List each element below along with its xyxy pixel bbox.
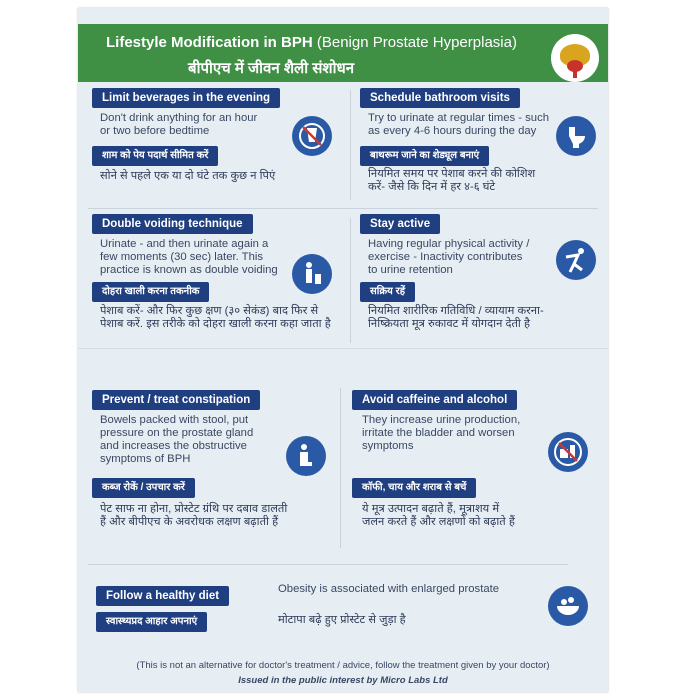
diet-text: Obesity is associated with enlarged prostate <box>278 583 500 595</box>
section-title-bathroom-hindi: बाथरूम जाने का शेड्यूल बनाएं <box>360 146 489 166</box>
section-title-active: Stay active <box>360 214 440 234</box>
section-title-beverages-hindi: शाम को पेय पदार्थ सीमित करें <box>92 146 218 166</box>
prostate-logo-icon <box>551 34 599 82</box>
section-title-voiding-hindi: दोहरा खाली करना तकनीक <box>92 282 209 302</box>
active-hindi-text: नियमित शारीरिक गतिविधि / व्यायाम करना- निष्क्रियता मूत्र रुकावट में योगदान देती है <box>368 305 544 330</box>
food-bowl-icon <box>548 586 588 626</box>
section-title-diet: Follow a healthy diet <box>96 586 229 606</box>
no-caffeine-alcohol-icon <box>548 432 588 472</box>
exercise-icon <box>556 240 596 280</box>
beverages-text: Don't drink anything for an hour or two before bedtime <box>100 112 258 137</box>
section-title-constipation: Prevent / treat constipation <box>92 390 260 410</box>
info-card <box>78 8 608 692</box>
constipation-hindi-text: पेट साफ ना होना, प्रोस्टेट ग्रंथि पर दबाव डालती हैं और बीपीएच के अवरोधक लक्षण बढ़ाती हैं <box>100 503 288 528</box>
section-title-voiding: Double voiding technique <box>92 214 253 234</box>
bathroom-hindi-text: नियमित समय पर पेशाब करने की कोशिश करें- जैसे कि दिन में हर ४-६ घंटे <box>368 168 536 193</box>
section-title-caffeine: Avoid caffeine and alcohol <box>352 390 517 410</box>
divider <box>350 218 351 343</box>
issued-by: Issued in the public interest by Micro Labs Ltd <box>238 675 448 686</box>
fold-line <box>78 348 608 349</box>
toilet-icon <box>556 116 596 156</box>
page-title-hindi: बीपीएच में जीवन शैली संशोधन <box>188 60 355 77</box>
disclaimer: (This is not an alternative for doctor's treatment / advice, follow the treatment given by your doctor) <box>136 660 550 671</box>
divider <box>340 388 341 548</box>
constipation-text: Bowels packed with stool, put pressure on the prostate gland and increases the obstructive symptoms of BPH <box>100 414 254 465</box>
caffeine-hindi-text: ये मूत्र उत्पादन बढ़ाते हैं, मूत्राशय में जलन करते हैं और लक्षणों को बढ़ाते हैं <box>362 503 515 528</box>
toilet-sitting-icon <box>286 436 326 476</box>
divider <box>88 564 568 565</box>
active-text: Having regular physical activity / exercise - Inactivity contributes to urine retention <box>368 238 530 276</box>
section-title-beverages: Limit beverages in the evening <box>92 88 280 108</box>
voiding-hindi-text: पेशाब करें- और फिर कुछ क्षण (३० सेकंड) बाद फिर से पेशाब करें. इस तरीके को दोहरा खाली करना कहा जाता है <box>100 305 331 330</box>
urinating-person-icon <box>292 254 332 294</box>
divider <box>350 90 351 200</box>
page-title: Lifestyle Modification in BPH (Benign Prostate Hyperplasia) <box>106 34 517 51</box>
beverages-hindi-text: सोने से पहले एक या दो घंटे तक कुछ न पिएं <box>100 170 276 182</box>
title-banner <box>78 24 608 82</box>
bathroom-text: Try to urinate at regular times - such as every 4-6 hours during the day <box>368 112 550 137</box>
diet-hindi-text: मोटापा बढ़े हुए प्रोस्टेट से जुड़ा है <box>278 614 406 626</box>
voiding-text: Urinate - and then urinate again a few moments (30 sec) later. This practice is known as double voiding <box>100 238 278 276</box>
caffeine-text: They increase urine production, irritate the bladder and worsen symptoms <box>362 414 521 452</box>
no-drink-icon <box>292 116 332 156</box>
divider <box>88 208 598 209</box>
section-title-constipation-hindi: कब्ज रोकें / उपचार करें <box>92 478 195 498</box>
section-title-diet-hindi: स्वास्थ्यप्रद आहार अपनाएं <box>96 612 207 632</box>
section-title-bathroom: Schedule bathroom visits <box>360 88 520 108</box>
section-title-active-hindi: सक्रिय रहें <box>360 282 415 302</box>
section-title-caffeine-hindi: कॉफी, चाय और शराब से बचें <box>352 478 476 498</box>
